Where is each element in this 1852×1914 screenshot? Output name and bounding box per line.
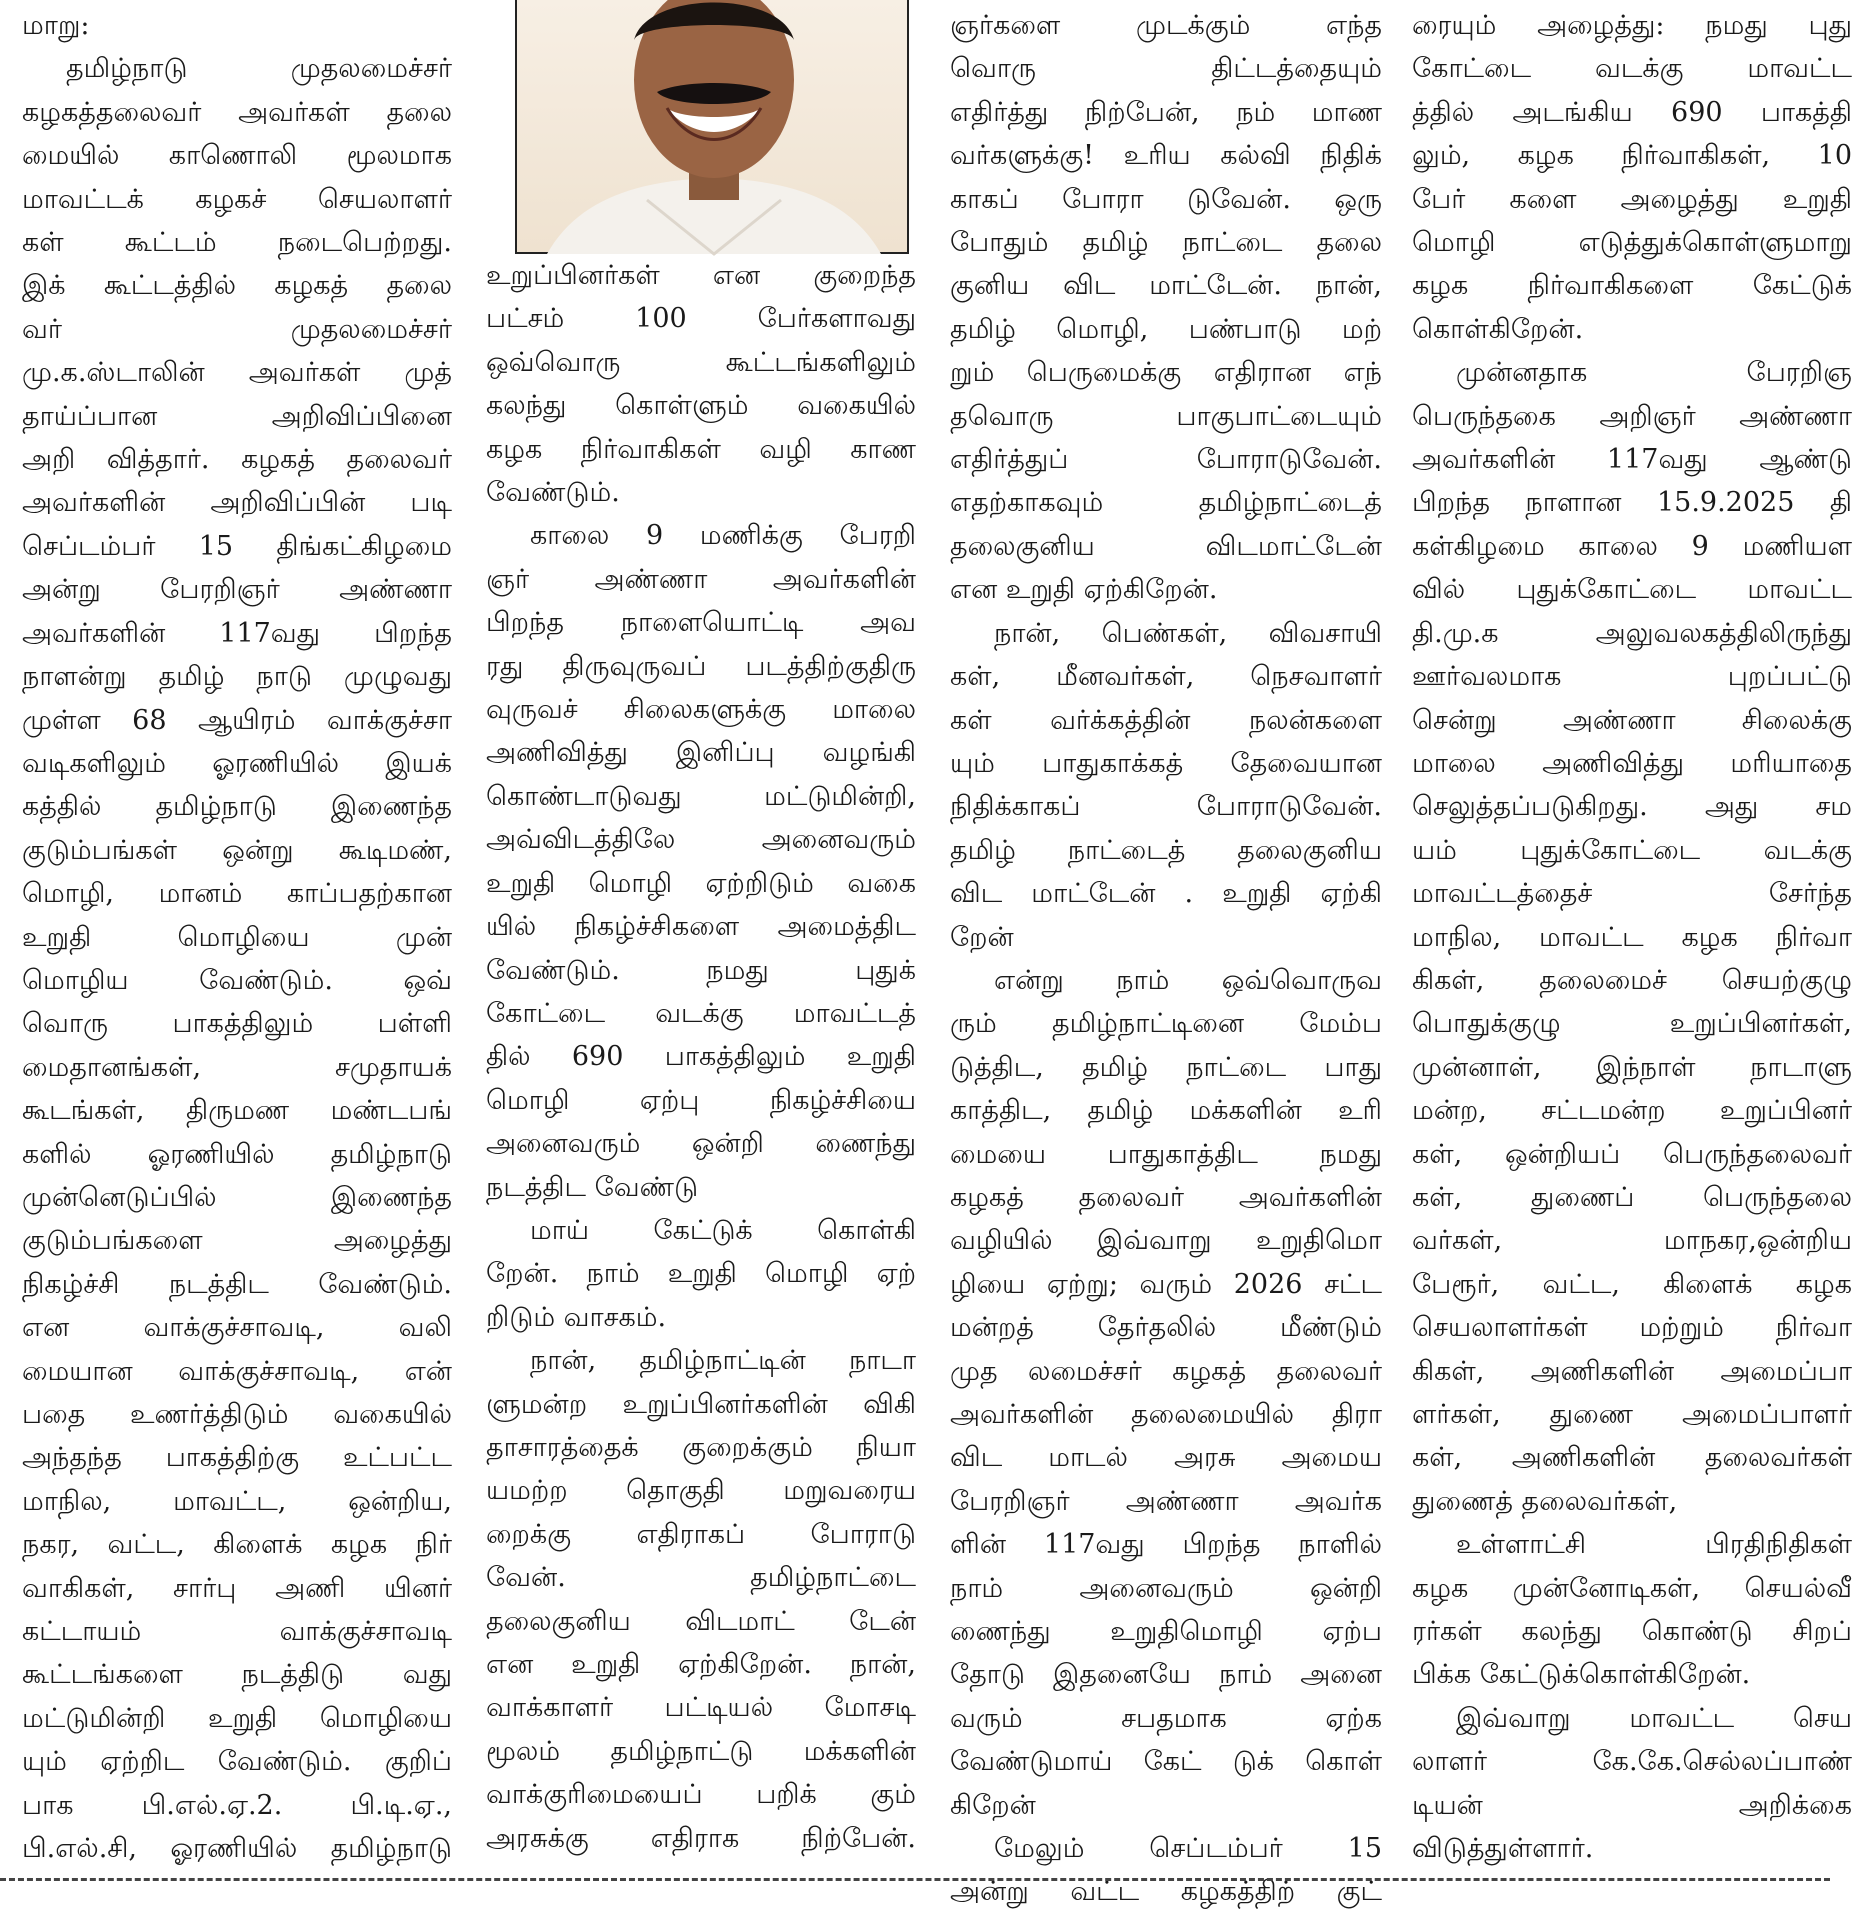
text-line: குடும்பங்கள் ஒன்று கூடிமண், bbox=[22, 834, 452, 866]
text-line: பேரறிஞர் அண்ணா அவர்க bbox=[950, 1485, 1382, 1517]
text-line: குடும்பங்களை அழைத்து bbox=[22, 1225, 452, 1257]
text-line: இவ்வாறு மாவட்ட செய bbox=[1456, 1702, 1852, 1734]
text-line: அவர்களின் 117வது பிறந்த bbox=[22, 617, 452, 649]
text-line: விட மாடல் அரசு அமைய bbox=[950, 1442, 1382, 1474]
text-line: கூட்டங்களை நடத்திடு வது bbox=[22, 1659, 452, 1691]
text-line: உறுதி மொழியை முன் bbox=[22, 921, 452, 953]
text-line: தோடு இதனையே நாம் அனை bbox=[950, 1659, 1382, 1691]
text-line: யும் ஏற்றிட வேண்டும். குறிப் bbox=[22, 1746, 452, 1778]
text-line: நாளன்று தமிழ் நாடு முழுவது bbox=[22, 661, 452, 693]
text-line: முன்னெடுப்பில் இணைந்த bbox=[22, 1181, 452, 1213]
text-line: கோட்டை வடக்கு மாவட்டத் bbox=[486, 997, 916, 1029]
text-line: விடுத்துள்ளார். bbox=[1412, 1833, 1594, 1865]
text-line: மாலை அணிவித்து மரியாதை bbox=[1412, 747, 1852, 779]
text-line: டுத்திட, தமிழ் நாட்டை பாது bbox=[950, 1051, 1382, 1083]
text-line: அன்று வட்ட கழகத்திற் குட் bbox=[950, 1876, 1382, 1908]
text-line: மாவட்டக் கழகச் செயலாளர் bbox=[22, 183, 452, 215]
text-line: பெருந்தகை அறிஞர் அண்ணா bbox=[1412, 400, 1852, 432]
text-line: என்று நாம் ஒவ்வொருவ bbox=[994, 964, 1382, 996]
text-line: முள்ள 68 ஆயிரம் வாக்குச்சா bbox=[22, 704, 452, 736]
text-line: எதற்காகவும் தமிழ்நாட்டைத் bbox=[950, 487, 1382, 519]
text-line: வேண்டுமாய் கேட் டுக் கொள் bbox=[950, 1746, 1382, 1778]
text-line: றிடும் வாசகம். bbox=[486, 1301, 667, 1333]
text-line: ழியை ஏற்று; வரும் 2026 சட்ட bbox=[950, 1268, 1382, 1300]
text-line: தில் 690 பாகத்திலும் உறுதி bbox=[486, 1041, 916, 1073]
dashed-divider bbox=[0, 1878, 1830, 1881]
text-line: எதிர்த்து நிற்பேன், நம் மாண bbox=[950, 96, 1382, 128]
text-line: தமிழ் மொழி, பண்பாடு மற் bbox=[950, 313, 1382, 345]
text-line: மேலும் செப்டம்பர் 15 bbox=[994, 1833, 1382, 1865]
text-line: அவர்களின் அறிவிப்பின் படி bbox=[22, 487, 452, 519]
text-line: கள், அணிகளின் தலைவர்கள் bbox=[1412, 1442, 1852, 1474]
text-line: மையான வாக்குச்சாவடி, என் bbox=[22, 1355, 452, 1387]
text-line: மாநில, மாவட்ட, ஒன்றிய, bbox=[22, 1485, 452, 1517]
text-line: துணைத் தலைவர்கள், bbox=[1412, 1485, 1678, 1517]
text-line: செயலாளர்கள் மற்றும் நிர்வா bbox=[1412, 1312, 1852, 1344]
text-line: றேன் bbox=[950, 921, 1014, 953]
text-line: முத லமைச்சர் கழகத் தலைவர் bbox=[950, 1355, 1382, 1387]
text-line: பிறந்த நாளையொட்டி அவ bbox=[486, 607, 916, 639]
text-line: வாக்குரிமையைப் பறிக் கும் bbox=[486, 1779, 916, 1811]
text-line: செலுத்தப்படுகிறது. அது சம bbox=[1412, 791, 1852, 823]
text-line: ளின் 117வது பிறந்த நாளில் bbox=[950, 1529, 1382, 1561]
text-line: நிதிக்காகப் போராடுவேன். bbox=[950, 791, 1382, 823]
text-line: தலைகுனிய விடமாட்டேன் bbox=[950, 530, 1382, 562]
text-line: என வாக்குச்சாவடி, வலி bbox=[22, 1312, 452, 1344]
text-line: மொழிய வேண்டும். ஒவ் bbox=[22, 964, 452, 996]
text-line: பட்சம் 100 பேர்களாவது bbox=[486, 303, 916, 335]
text-line: ணைந்து உறுதிமொழி ஏற்ப bbox=[950, 1616, 1382, 1648]
text-line: வேண்டும். நமது புதுக் bbox=[486, 954, 916, 986]
text-line: மூலம் தமிழ்நாட்டு மக்களின் bbox=[486, 1735, 916, 1767]
text-line: றைக்கு எதிராகப் போராடு bbox=[486, 1518, 916, 1550]
text-line: கள் வர்க்கத்தின் நலன்களை bbox=[950, 704, 1382, 736]
text-line: டியன் அறிக்கை bbox=[1412, 1789, 1852, 1821]
text-line: முன்னாள், இந்நாள் நாடாளு bbox=[1412, 1051, 1852, 1083]
text-line: மட்டுமின்றி உறுதி மொழியை bbox=[22, 1702, 452, 1734]
text-line: கள்கிழமை காலை 9 மணியள bbox=[1412, 530, 1852, 562]
text-line: கழகத்தலைவர் அவர்கள் தலை bbox=[22, 96, 452, 128]
text-line: கழக முன்னோடிகள், செயல்வீ bbox=[1412, 1572, 1852, 1604]
text-line: உறுதி மொழி ஏற்றிடும் வகை bbox=[486, 867, 916, 899]
text-line: காத்திட, தமிழ் மக்களின் உரி bbox=[950, 1095, 1382, 1127]
text-line: கொள்கிறேன். bbox=[1412, 313, 1584, 345]
text-line: பேரூர், வட்ட, கிளைக் கழக bbox=[1412, 1268, 1852, 1300]
text-line: வர்கள், மாநகர,ஒன்றிய bbox=[1412, 1225, 1852, 1257]
text-line: கள், துணைப் பெருந்தலை bbox=[1412, 1181, 1852, 1213]
text-line: மன்ற, சட்டமன்ற உறுப்பினர் bbox=[1412, 1095, 1852, 1127]
text-line: மையை பாதுகாத்திட நமது bbox=[950, 1138, 1382, 1170]
text-line: அன்று பேரறிஞர் அண்ணா bbox=[22, 574, 452, 606]
text-line: அவ்விடத்திலே அனைவரும் bbox=[486, 824, 916, 856]
text-line: ரர்கள் கலந்து கொண்டு சிறப் bbox=[1412, 1616, 1852, 1648]
text-line: அந்தந்த பாகத்திற்கு உட்பட்ட bbox=[22, 1442, 452, 1474]
text-line: நடத்திட வேண்டு bbox=[486, 1171, 699, 1203]
text-line: கிகள், தலைமைச் செயற்குழு bbox=[1412, 964, 1852, 996]
text-line: கிகள், அணிகளின் அமைப்பா bbox=[1412, 1355, 1852, 1387]
text-line: பொதுக்குழு உறுப்பினர்கள், bbox=[1412, 1008, 1852, 1040]
text-line: வேண்டும். bbox=[486, 477, 620, 509]
text-line: தமிழ்நாடு முதலமைச்சர் bbox=[66, 53, 452, 85]
text-line: குனிய விட மாட்டேன். நான், bbox=[950, 270, 1382, 302]
text-line: பதை உணர்த்திடும் வகையில் bbox=[22, 1399, 452, 1430]
text-line: அரசுக்கு எதிராக நிற்பேன். bbox=[486, 1822, 916, 1854]
text-line: பி.எல்.சி, ஓரணியில் தமிழ்நாடு bbox=[22, 1833, 452, 1865]
text-line: அனைவரும் ஒன்றி ணைந்து bbox=[486, 1128, 916, 1160]
text-line: உள்ளாட்சி பிரதிநிதிகள் bbox=[1456, 1529, 1852, 1561]
text-line: தவொரு பாகுபாட்டையும் bbox=[950, 400, 1382, 432]
text-line: ளர்கள், துணை அமைப்பாளர் bbox=[1412, 1399, 1852, 1430]
text-line: கூடங்கள், திருமண மண்டபங் bbox=[22, 1095, 452, 1127]
text-line: அவர்களின் தலைமையில் திரா bbox=[950, 1399, 1382, 1430]
text-line: ரும் தமிழ்நாட்டினை மேம்ப bbox=[950, 1008, 1382, 1040]
article-column-4 bbox=[1412, 4, 1852, 1865]
text-line: வரும் சபதமாக ஏற்க bbox=[950, 1702, 1382, 1734]
text-line: நான், பெண்கள், விவசாயி bbox=[994, 617, 1382, 649]
text-line: எதிர்த்துப் போராடுவேன். bbox=[950, 444, 1382, 476]
portrait-image bbox=[517, 0, 911, 254]
text-line: காகப் போரா டுவேன். ஒரு bbox=[950, 183, 1382, 215]
text-line: கோட்டை வடக்கு மாவட்ட bbox=[1412, 53, 1852, 85]
text-line: றும் பெருமைக்கு எதிரான எந் bbox=[950, 357, 1382, 389]
article-column-1 bbox=[22, 4, 452, 1865]
text-line: ளுமன்ற உறுப்பினர்களின் விகி bbox=[486, 1388, 916, 1420]
text-line: சென்று அண்ணா சிலைக்கு bbox=[1412, 704, 1852, 736]
text-line: வாகிகள், சார்பு அணி யினர் bbox=[22, 1572, 452, 1604]
text-line: தலைகுனிய விடமாட் டேன் bbox=[486, 1605, 916, 1637]
text-line: பாக பி.எல்.ஏ.2. பி.டி.ஏ., bbox=[22, 1789, 452, 1821]
text-line: கொண்டாடுவது மட்டுமின்றி, bbox=[486, 780, 916, 812]
text-line: கத்தில் தமிழ்நாடு இணைந்த bbox=[22, 791, 452, 823]
text-line: யம் புதுக்கோட்டை வடக்கு bbox=[1412, 834, 1852, 866]
text-line: ரையும் அழைத்து: நமது புது bbox=[1412, 10, 1852, 41]
text-line: நிகழ்ச்சி நடத்திட வேண்டும். bbox=[22, 1268, 452, 1300]
text-line: களில் ஓரணியில் தமிழ்நாடு bbox=[22, 1138, 452, 1170]
text-line: கிறேன் bbox=[950, 1789, 1036, 1821]
text-line: அவர்களின் 117வது ஆண்டு bbox=[1412, 444, 1852, 476]
text-line: உறுப்பினர்கள் என குறைந்த bbox=[486, 260, 916, 291]
text-line: தாய்ப்பான அறிவிப்பினை bbox=[22, 400, 452, 432]
text-line: ரது திருவுருவப் படத்திற்குதிரு bbox=[486, 650, 916, 682]
text-line: வர்களுக்கு! உரிய கல்வி நிதிக் bbox=[950, 140, 1382, 172]
text-line: காலை 9 மணிக்கு பேரறி bbox=[530, 520, 916, 552]
text-line: மு.க.ஸ்டாலின் அவர்கள் முத் bbox=[22, 357, 452, 389]
text-line: அணிவித்து இனிப்பு வழங்கி bbox=[486, 737, 916, 769]
text-line: தி.மு.க அலுவலகத்திலிருந்து bbox=[1412, 617, 1852, 649]
text-line: மாறு: bbox=[22, 10, 90, 41]
text-line: மாவட்டத்தைச் சேர்ந்த bbox=[1412, 878, 1852, 910]
text-line: யமற்ற தொகுதி மறுவரைய bbox=[486, 1475, 916, 1507]
text-line: யில் நிகழ்ச்சிகளை அமைத்திட bbox=[486, 911, 916, 943]
text-line: கட்டாயம் வாக்குச்சாவடி bbox=[22, 1616, 452, 1648]
text-line: தமிழ் நாட்டைத் தலைகுனிய bbox=[950, 834, 1382, 866]
leader-photo bbox=[515, 0, 909, 254]
text-line: மாநில, மாவட்ட கழக நிர்வா bbox=[1412, 921, 1852, 953]
text-line: தாசாரத்தைக் குறைக்கும் நியா bbox=[486, 1431, 916, 1463]
text-line: வொரு பாகத்திலும் பள்ளி bbox=[22, 1008, 452, 1040]
text-line: மைதானங்கள், சமுதாயக் bbox=[22, 1051, 452, 1083]
text-line: கழகத் தலைவர் அவர்களின் bbox=[950, 1181, 1382, 1213]
text-line: கள், ஒன்றியப் பெருந்தலைவர் bbox=[1412, 1138, 1852, 1170]
text-line: விட மாட்டேன் . உறுதி ஏற்கி bbox=[950, 878, 1382, 910]
text-line: ஞர்களை முடக்கும் எந்த bbox=[950, 10, 1382, 41]
text-line: மொழி, மானம் காப்பதற்கான bbox=[22, 878, 452, 910]
text-line: நான், தமிழ்நாட்டின் நாடா bbox=[530, 1345, 916, 1377]
text-line: மொழி எடுத்துக்கொள்ளுமாறு bbox=[1412, 227, 1852, 259]
text-line: நாம் அனைவரும் ஒன்றி bbox=[950, 1572, 1382, 1604]
text-line: கலந்து கொள்ளும் வகையில் bbox=[486, 390, 916, 422]
text-line: வொரு திட்டத்தையும் bbox=[950, 53, 1382, 85]
text-line: ஊர்வலமாக புறப்பட்டு bbox=[1412, 661, 1852, 693]
text-line: என உறுதி ஏற்கிறேன். bbox=[950, 574, 1218, 606]
text-line: கள், மீனவர்கள், நெசவாளர் bbox=[950, 661, 1382, 693]
text-line: ஞர் அண்ணா அவர்களின் bbox=[486, 563, 916, 595]
text-line: லாளர் கே.கே.செல்லப்பாண் bbox=[1412, 1746, 1852, 1778]
text-line: செப்டம்பர் 15 திங்கட்கிழமை bbox=[22, 530, 452, 562]
text-line: பிறந்த நாளான 15.9.2025 தி bbox=[1412, 487, 1852, 519]
text-line: பிக்க கேட்டுக்கொள்கிறேன். bbox=[1412, 1659, 1751, 1691]
text-line: கழக நிர்வாகிகளை கேட்டுக் bbox=[1412, 270, 1852, 302]
text-line: கழக நிர்வாகிகள் வழி காண bbox=[486, 433, 916, 465]
text-line: வேன். தமிழ்நாட்டை bbox=[486, 1562, 916, 1594]
text-line: த்தில் அடங்கிய 690 பாகத்தி bbox=[1412, 96, 1852, 128]
text-line: வர் முதலமைச்சர் bbox=[22, 313, 452, 345]
text-line: மையில் காணொலி மூலமாக bbox=[22, 140, 452, 172]
text-line: முன்னதாக பேரறிஞ bbox=[1456, 357, 1852, 389]
text-line: லும், கழக நிர்வாகிகள், 10 bbox=[1412, 140, 1852, 172]
text-line: மன்றத் தேர்தலில் மீண்டும் bbox=[950, 1312, 1382, 1344]
article-column-2 bbox=[486, 254, 916, 1854]
text-line: இக் கூட்டத்தில் கழகத் தலை bbox=[22, 270, 452, 302]
text-line: ஒவ்வொரு கூட்டங்களிலும் bbox=[486, 346, 916, 378]
text-line: மொழி ஏற்பு நிகழ்ச்சியை bbox=[486, 1084, 916, 1116]
text-line: யும் பாதுகாக்கத் தேவையான bbox=[950, 747, 1382, 779]
article-column-3 bbox=[950, 4, 1382, 1908]
text-line: பேர் களை அழைத்து உறுதி bbox=[1412, 183, 1852, 215]
text-line: வழியில் இவ்வாறு உறுதிமொ bbox=[950, 1225, 1382, 1257]
text-line: வுருவச் சிலைகளுக்கு மாலை bbox=[486, 694, 916, 726]
text-line: கள் கூட்டம் நடைபெற்றது. bbox=[22, 227, 452, 259]
text-line: வடிகளிலும் ஓரணியில் இயக் bbox=[22, 747, 452, 779]
text-line: வில் புதுக்கோட்டை மாவட்ட bbox=[1412, 574, 1852, 606]
text-line: என உறுதி ஏற்கிறேன். நான், bbox=[486, 1649, 916, 1680]
text-line: போதும் தமிழ் நாட்டை தலை bbox=[950, 227, 1382, 259]
text-line: மாய் கேட்டுக் கொள்கி bbox=[530, 1214, 916, 1246]
text-line: றேன். நாம் உறுதி மொழி ஏற் bbox=[486, 1258, 916, 1290]
text-line: வாக்காளர் பட்டியல் மோசடி bbox=[486, 1692, 916, 1724]
text-line: நகர, வட்ட, கிளைக் கழக நிர் bbox=[22, 1529, 452, 1561]
text-line: அறி வித்தார். கழகத் தலைவர் bbox=[22, 444, 452, 476]
